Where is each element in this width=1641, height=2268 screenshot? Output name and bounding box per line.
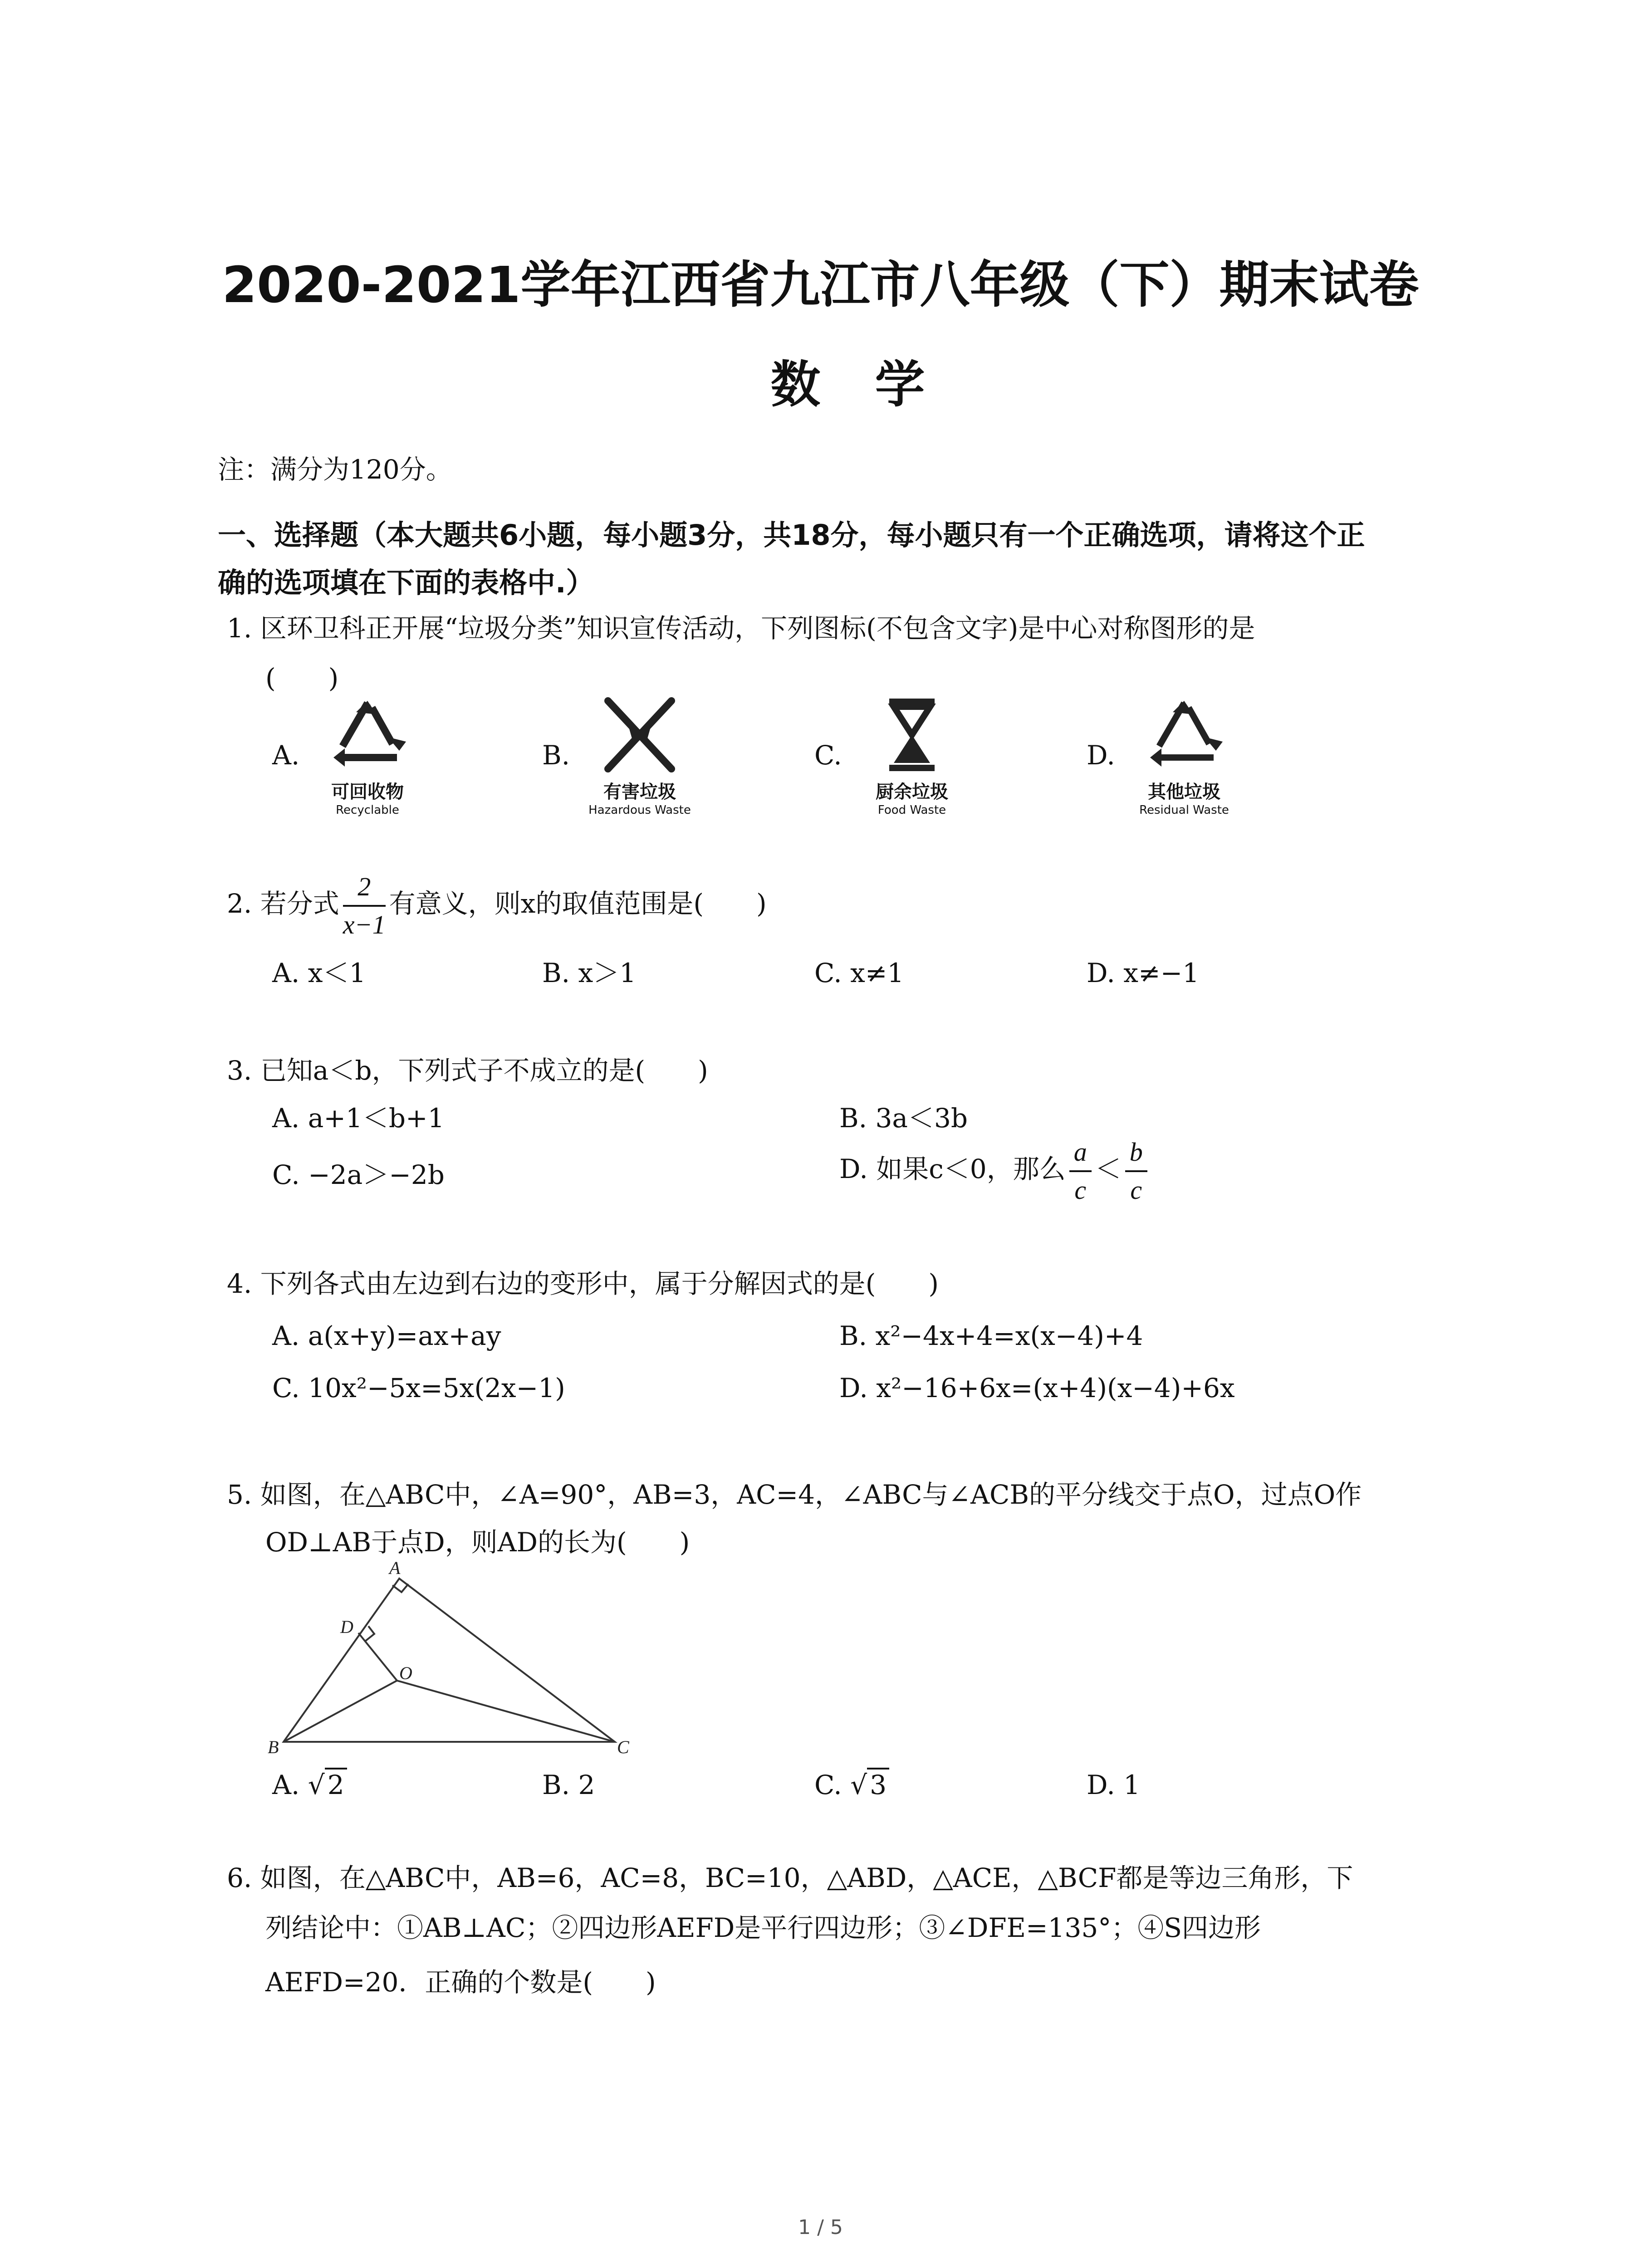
q5-option-d: D. 1 xyxy=(1087,1769,1141,1800)
q1-option-c-caption: 厨余垃圾 xyxy=(876,782,948,802)
q2-option-b: B. x＞1 xyxy=(542,958,637,988)
label-o: O xyxy=(399,1663,412,1683)
q1-stem-line1: 1. 区环卫科正开展“垃圾分类”知识宣传活动，下列图标(不包含文字)是中心对称图形的是 xyxy=(227,613,1255,644)
q5-option-a-letter: A. xyxy=(272,1769,300,1800)
label-b: B xyxy=(268,1737,279,1757)
q1-option-a-sub: Recyclable xyxy=(336,803,399,817)
q3-option-d-prefix: D. 如果c＜0，那么 xyxy=(839,1154,1066,1185)
q6-stem-line1: 6. 如图，在△ABC中，AB=6，AC=8，BC=10，△ABD，△ACE，△BCF都是等边三角形，下 xyxy=(227,1862,1353,1893)
q4-option-a: A. a(x+y)=ax+ay xyxy=(272,1320,501,1351)
q3-option-d-lt: ＜ xyxy=(1095,1154,1122,1185)
q6-stem-line2: 列结论中：①AB⊥AC；②四边形AEFD是平行四边形；③∠DFE=135°；④S四边形 xyxy=(265,1912,1261,1943)
q2-suffix: 有意义，则x的取值范围是( ) xyxy=(389,888,767,919)
q4-stem: 4. 下列各式由左边到右边的变形中，属于分解因式的是( ) xyxy=(227,1268,939,1299)
q1-option-a-caption: 可回收物 xyxy=(331,782,404,802)
q3-frac2-num: b xyxy=(1125,1134,1147,1172)
q6-stem-line3: AEFD=20．正确的个数是( ) xyxy=(265,1967,656,1998)
section-heading-line2: 确的选项填在下面的表格中.） xyxy=(218,566,594,599)
q3-frac1-den: c xyxy=(1074,1175,1087,1205)
sqrt-icon: √ 3 xyxy=(850,1762,889,1808)
q4-option-c: C. 10x²−5x=5x(2x−1) xyxy=(272,1373,565,1403)
triangle-abc xyxy=(284,1579,615,1742)
label-d: D xyxy=(340,1617,353,1637)
q3-option-d-frac1 xyxy=(1069,1134,1092,1208)
q5-option-b: B. 2 xyxy=(542,1769,595,1800)
q1-option-b-letter: B. xyxy=(542,740,570,771)
subject-title: 数学 xyxy=(770,356,980,414)
q1-option-d-letter: D. xyxy=(1087,740,1115,771)
q2-fraction xyxy=(343,869,386,943)
q5-option-a-radicand: 2 xyxy=(325,1768,347,1800)
q1-option-c-sub: Food Waste xyxy=(877,803,946,817)
label-c: C xyxy=(617,1737,629,1757)
q1-option-a-letter: A. xyxy=(272,740,300,771)
q5-option-a xyxy=(272,1762,347,1808)
sqrt-icon: √ 2 xyxy=(308,1762,347,1808)
q1-option-c-letter: C. xyxy=(814,740,842,771)
q3-option-a: A. a+1＜b+1 xyxy=(272,1103,445,1134)
q5-stem-line1: 5. 如图，在△ABC中，∠A=90°，AB=3，AC=4，∠ABC与∠ACB的平分线交于点O，过点O作 xyxy=(227,1479,1362,1510)
q5-stem-line2: OD⊥AB于点D，则AD的长为( ) xyxy=(265,1527,690,1558)
q2-stem xyxy=(227,869,767,943)
q3-option-c: C. −2a＞−2b xyxy=(272,1159,445,1190)
q4-option-d: D. x²−16+6x=(x+4)(x−4)+6x xyxy=(839,1373,1235,1403)
q1-option-b-caption: 有害垃圾 xyxy=(603,782,676,802)
q2-prefix: 2. 若分式 xyxy=(227,888,339,919)
q2-option-d: D. x≠−1 xyxy=(1087,958,1200,988)
q2-option-a: A. x＜1 xyxy=(272,958,366,988)
q1-option-b-sub: Hazardous Waste xyxy=(588,803,691,817)
q2-frac-den: x−1 xyxy=(343,910,386,939)
q1-option-d-caption: 其他垃圾 xyxy=(1148,782,1220,802)
q3-option-b: B. 3a＜3b xyxy=(839,1103,968,1134)
q3-frac2-den: c xyxy=(1130,1175,1142,1205)
bisector-bo xyxy=(284,1681,397,1742)
q5-option-c-letter: C. xyxy=(814,1769,842,1800)
exam-title: 2020-2021学年江西省九江市八年级（下）期末试卷 xyxy=(222,256,1419,314)
q3-stem: 3. 已知a＜b，下列式子不成立的是( ) xyxy=(227,1055,708,1086)
q5-option-c-radicand: 3 xyxy=(867,1768,889,1800)
page-number: 1 / 5 xyxy=(798,2216,843,2239)
recycle-triangle-icon xyxy=(1116,694,1252,817)
q2-option-c: C. x≠1 xyxy=(814,958,904,988)
hazard-arrows-icon xyxy=(572,694,708,817)
score-note: 注：满分为120分。 xyxy=(218,454,452,485)
q1-option-d-sub: Residual Waste xyxy=(1139,803,1229,817)
q1-stem-line2: ( ) xyxy=(265,663,339,694)
label-a: A xyxy=(389,1560,401,1578)
q3-frac1-num: a xyxy=(1069,1134,1092,1172)
section-heading-line1: 一、选择题（本大题共6小题，每小题3分，共18分，每小题只有一个正确选项，请将这个正 xyxy=(218,518,1365,552)
q2-frac-num: 2 xyxy=(343,869,386,907)
recycle-triangle-icon xyxy=(299,694,436,817)
q5-option-c xyxy=(814,1762,889,1808)
q5-triangle-figure xyxy=(254,1560,662,1762)
bisector-co xyxy=(397,1681,615,1742)
q4-option-b: B. x²−4x+4=x(x−4)+4 xyxy=(839,1320,1143,1351)
q3-option-d-frac2 xyxy=(1125,1134,1147,1208)
q3-option-d xyxy=(839,1134,1151,1208)
segment-od xyxy=(358,1633,397,1681)
hourglass-icon xyxy=(844,694,980,817)
